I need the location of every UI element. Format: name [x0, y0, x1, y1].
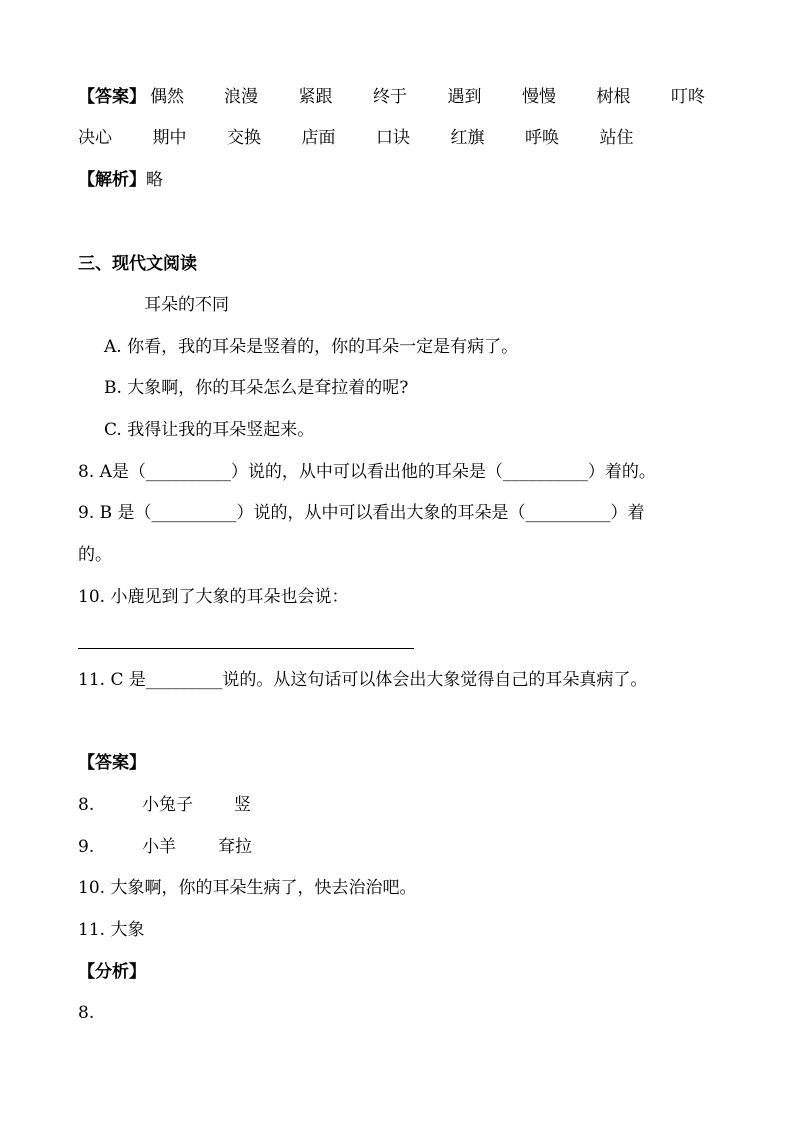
- answer-word: 慢慢: [522, 87, 556, 107]
- question-9: 9. B 是（__________）说的，从中可以看出大象的耳朵是（__________）着: [78, 503, 645, 523]
- answer-word: 紧跟: [298, 87, 333, 107]
- analysis-text: 略: [146, 170, 163, 190]
- answer-word: 期中: [152, 128, 187, 148]
- answer-word: 偶然: [150, 87, 184, 107]
- answer-label-2: 【答案】: [78, 753, 146, 773]
- answer-8-value-2: 竖: [234, 795, 251, 815]
- answer-words-row-2: [78, 126, 674, 150]
- answer-word: 店面: [301, 128, 336, 148]
- answer-8: [78, 793, 251, 817]
- answer-word: 呼唤: [525, 128, 559, 148]
- answer-9-value-1: 小羊: [142, 837, 176, 857]
- analysis-line: [78, 168, 163, 192]
- passage-line-a: A. 你看，我的耳朵是竖着的，你的耳朵一定是有病了。: [104, 337, 519, 357]
- answer-10: 10. 大象啊，你的耳朵生病了，快去治治吧。: [78, 878, 417, 898]
- answer-word: 树根: [596, 87, 631, 107]
- answer-word: 终于: [373, 87, 407, 107]
- answer-label: 【答案】: [78, 87, 146, 107]
- passage-title: 耳朵的不同: [144, 295, 229, 315]
- answer-9: [78, 835, 252, 859]
- answer-blank-line: [78, 648, 414, 649]
- section-heading: 三、现代文阅读: [78, 254, 197, 274]
- answer-8-number: 8.: [78, 795, 95, 815]
- answer-word: 浪漫: [224, 87, 258, 107]
- answer-8-value-1: 小兔子: [142, 795, 193, 815]
- analysis-8: 8.: [78, 1003, 95, 1023]
- answer-word: 叮咚: [671, 87, 705, 107]
- passage-line-b: B. 大象啊，你的耳朵怎么是耷拉着的呢?: [104, 378, 409, 398]
- answer-word: 站住: [599, 128, 634, 148]
- answer-11: 11. 大象: [78, 920, 145, 940]
- answer-word: 口诀: [376, 128, 410, 148]
- answer-9-value-2: 耷拉: [218, 837, 252, 857]
- answer-9-number: 9.: [78, 837, 95, 857]
- question-11: 11. C 是_________说的。从这句话可以体会出大象觉得自己的耳朵真病了。: [78, 670, 648, 690]
- answer-word: 红旗: [450, 128, 485, 148]
- analysis-label: 【解析】: [78, 170, 146, 190]
- question-8: 8. A是（__________）说的，从中可以看出他的耳朵是（__________）着的。: [78, 462, 656, 482]
- analysis-label-2: 【分析】: [78, 962, 146, 982]
- answer-word: 决心: [78, 128, 112, 148]
- question-10: 10. 小鹿见到了大象的耳朵也会说：: [78, 587, 349, 607]
- answer-words-row-1: [78, 85, 746, 109]
- answer-word: 遇到: [447, 87, 482, 107]
- question-9-continued: 的。: [78, 545, 112, 565]
- answer-word: 交换: [227, 128, 261, 148]
- passage-line-c: C. 我得让我的耳朵竖起来。: [104, 420, 315, 440]
